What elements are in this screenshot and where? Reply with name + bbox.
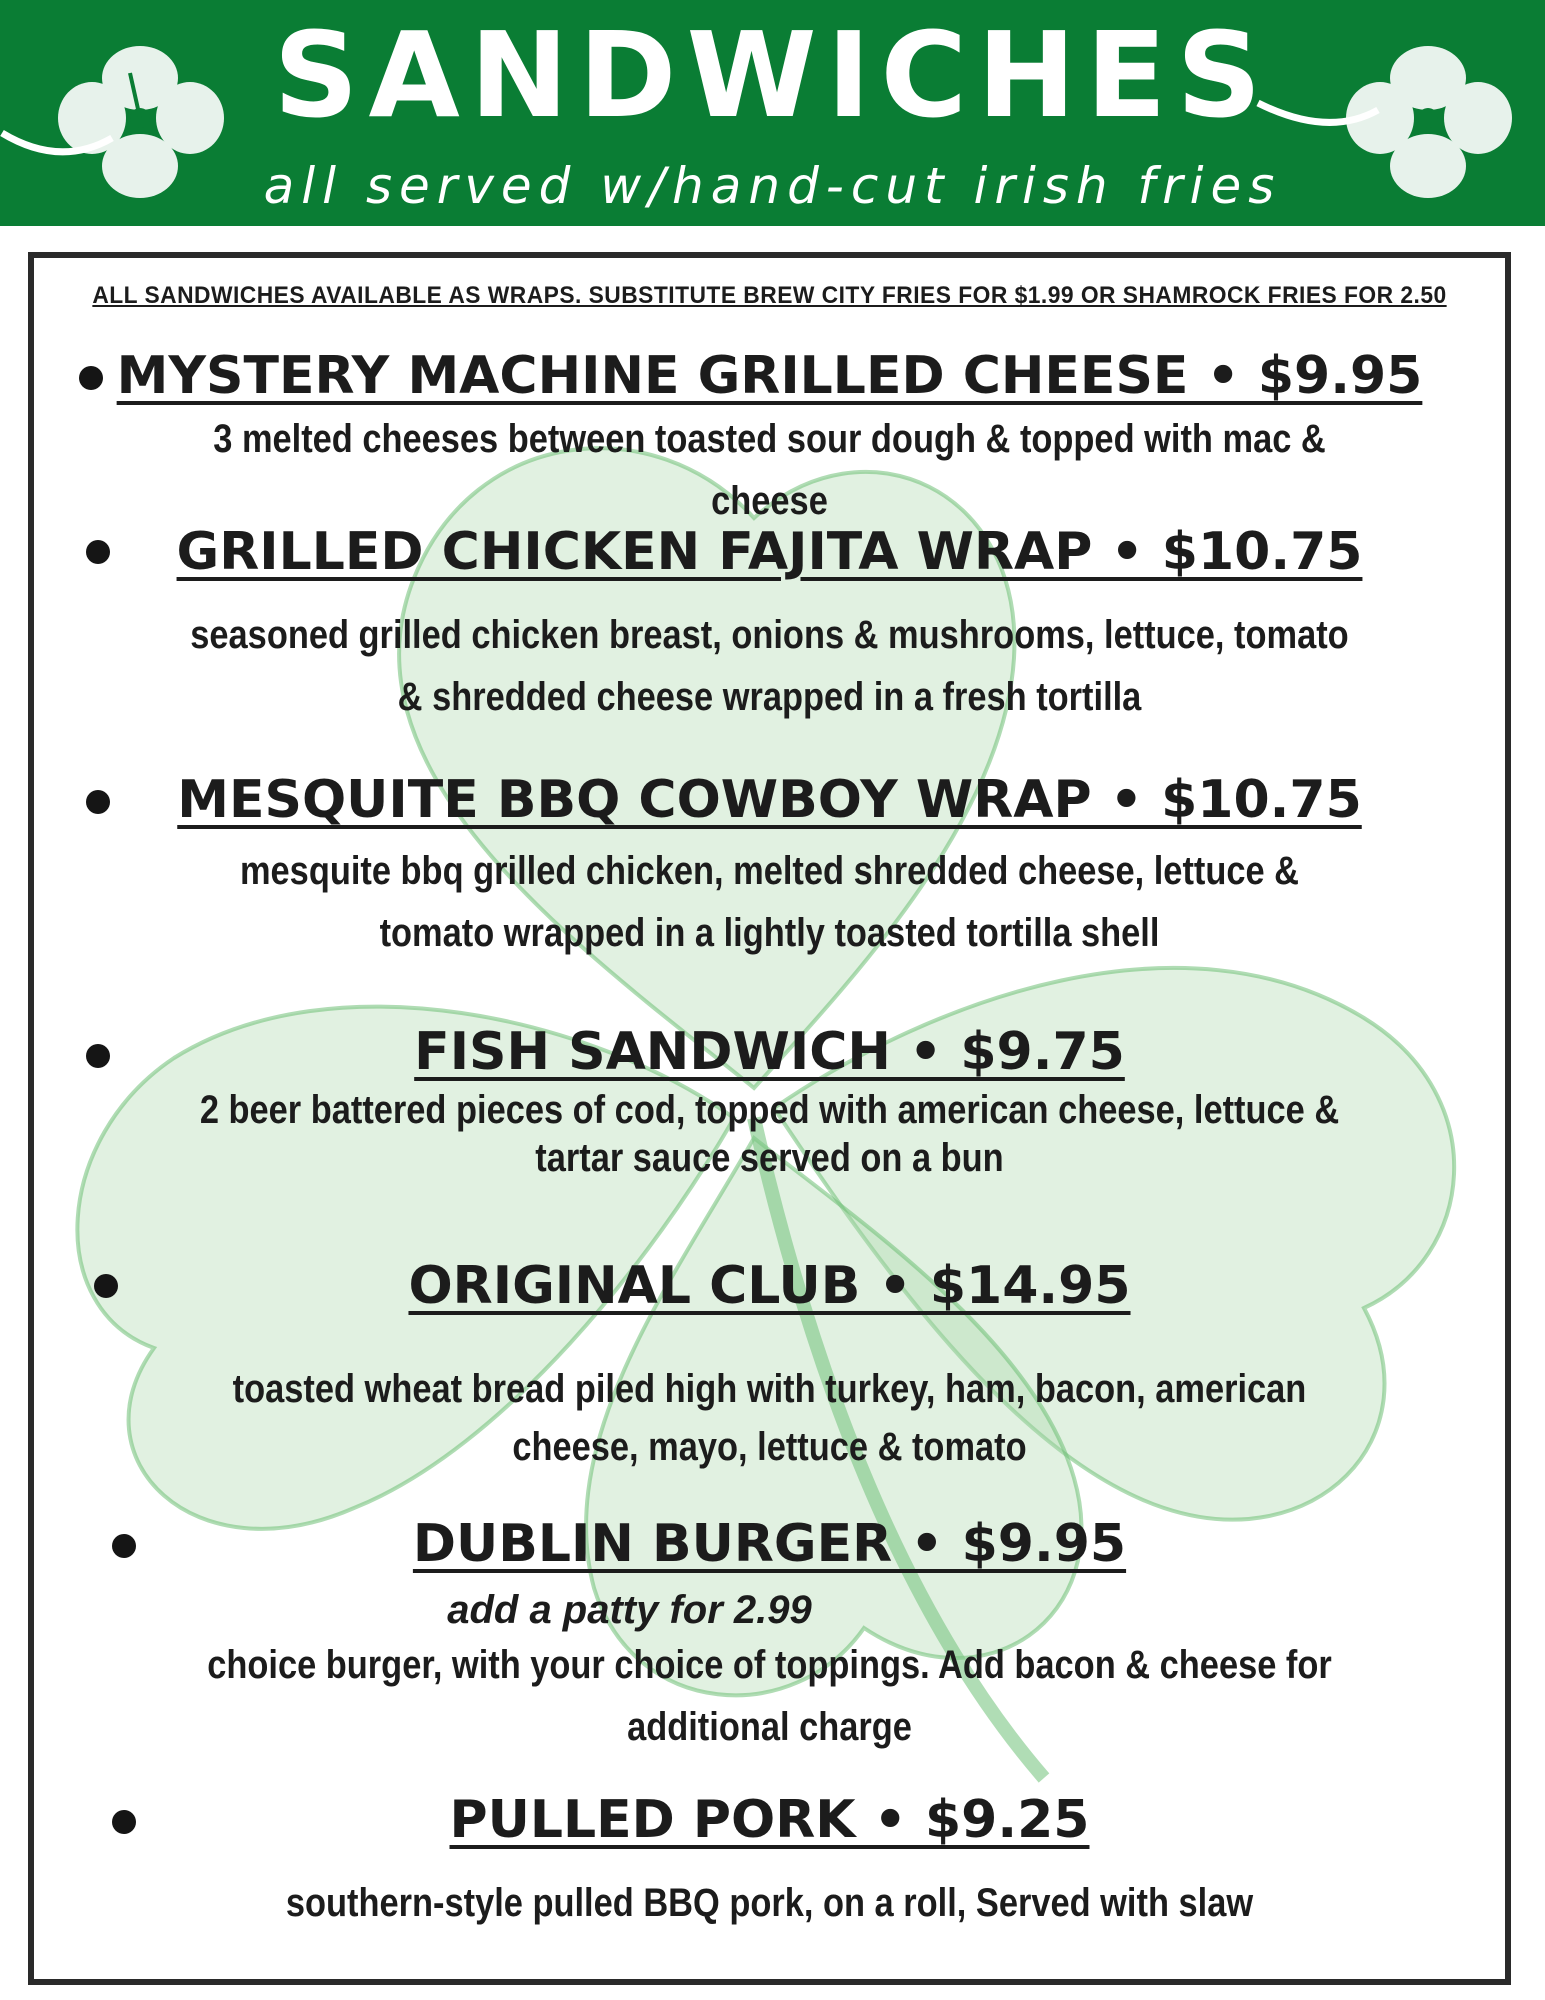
- menu-frame: [28, 252, 1511, 1985]
- menu-item-title: PULLED PORK • $9.25: [449, 1790, 1090, 1850]
- menu-item-description: toasted wheat bread piled high with turkey, ham, bacon, american cheese, mayo, lettuce & tomato: [232, 1367, 1307, 1469]
- menu-item-title: MESQUITE BBQ COWBOY WRAP • $10.75: [177, 770, 1362, 830]
- menu-item-title: MYSTERY MACHINE GRILLED CHEESE • $9.95: [116, 346, 1423, 406]
- menu-item-description: mesquite bbq grilled chicken, melted shredded cheese, lettuce & tomato wrapped in a lightly toasted tortilla shell: [239, 849, 1300, 955]
- menu-item-description: 3 melted cheeses between toasted sour dough & topped with mac & cheese: [213, 417, 1326, 523]
- menu-item-description: southern-style pulled BBQ pork, on a roll, Served with slaw: [285, 1881, 1254, 1925]
- wraps-notice: ALL SANDWICHES AVAILABLE AS WRAPS. SUBSTITUTE BREW CITY FRIES FOR $1.99 OR SHAMROCK FRIES FOR 2.50: [92, 282, 1447, 309]
- menu-item-title: FISH SANDWICH • $9.75: [414, 1022, 1125, 1082]
- menu-item-note: add a patty for 2.99: [447, 1588, 812, 1632]
- menu-item-description: choice burger, with your choice of toppings. Add bacon & cheese for additional charge: [207, 1643, 1332, 1749]
- page-subtitle: all served w/hand-cut irish fries: [263, 157, 1282, 215]
- menu-item-title: ORIGINAL CLUB • $14.95: [408, 1256, 1131, 1316]
- menu-item-title: GRILLED CHICKEN FAJITA WRAP • $10.75: [176, 522, 1363, 582]
- menu-item-description: seasoned grilled chicken breast, onions & mushrooms, lettuce, tomato & shredded cheese wrapped in a fresh tortilla: [190, 613, 1349, 719]
- menu-item-description: 2 beer battered pieces of cod, topped with american cheese, lettuce & tartar sauce served on a bun: [199, 1088, 1340, 1180]
- page-title: SANDWICHES: [273, 6, 1272, 144]
- menu-item-title: DUBLIN BURGER • $9.95: [412, 1514, 1127, 1574]
- header-banner: [0, 0, 1545, 226]
